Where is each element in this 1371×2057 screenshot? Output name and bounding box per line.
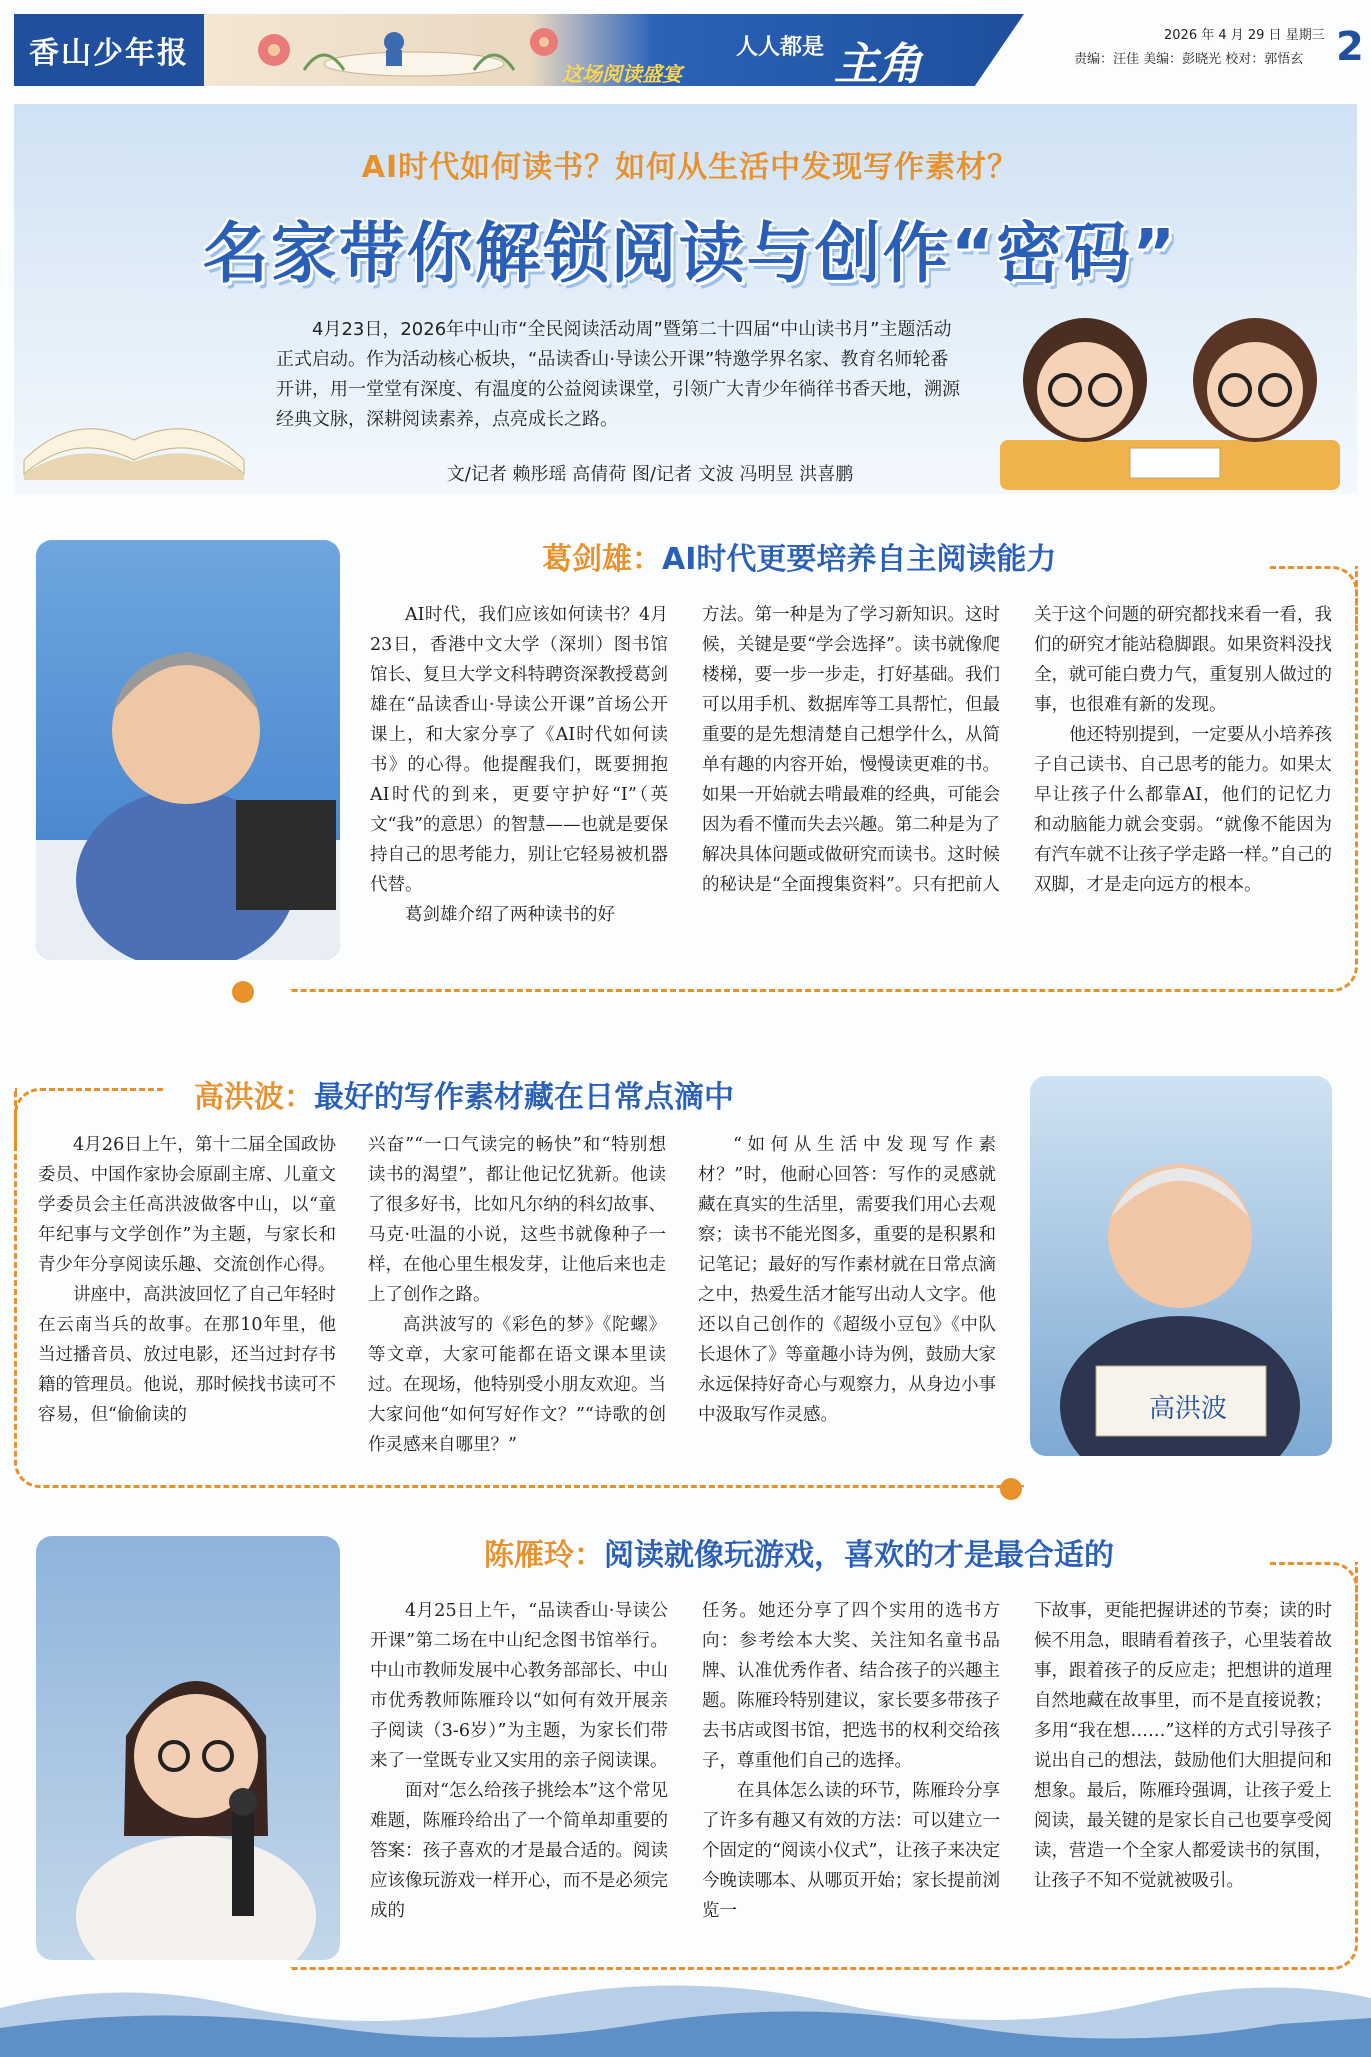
- editor-credits: 责编：汪佳 美编：彭晓光 校对：郭悟玄: [1074, 52, 1304, 67]
- paragraph: 高洪波写的《彩色的梦》《陀螺》等文章，大家可能都在语文课本里读过。在现场，他特别受小朋友欢迎。当大家问他“如何写好作文？”“诗歌的创作灵感来自哪里？”: [368, 1315, 666, 1455]
- section2-title: 最好的写作素材藏在日常点滴中: [314, 1080, 734, 1115]
- section1-col2: [702, 600, 1000, 900]
- paragraph: 下故事，更能把握讲述的节奏；读的时候不用急，眼睛看着孩子，心里装着故事，跟着孩子的反应走；把想讲的道理自然地藏在故事里，而不是直接说教；多用“我在想……”这样的方式引导孩子说出自己的想法，鼓励他们大胆提问和想象。最后，陈雁玲强调，让孩子爱上阅读，最关键的是家长自己也要享受阅读，营造一个全家人都爱读书的氛围，让孩子不知不觉就被吸引。: [1034, 1601, 1332, 1891]
- section3-speaker: 陈雁玲：: [484, 1538, 604, 1573]
- section1-col1: [370, 600, 668, 930]
- section3-col2: [702, 1596, 1000, 1926]
- masthead: [14, 14, 1364, 90]
- ge-jianxiong-photo: [36, 540, 340, 960]
- paragraph: 4月26日上午，第十二届全国政协委员、中国作家协会原副主席、儿童文学委员会主任高洪波做客中山，以“童年纪事与文学创作”为主题，与家长和青少年分享阅读乐趣、交流创作心得。: [38, 1135, 336, 1275]
- hero-intro: 4月23日，2026年中山市“全民阅读活动周”暨第二十四届“中山读书月”主题活动正式启动。作为活动核心板块，“品读香山·导读公开课”特邀学界名家、教育名师轮番开讲，用一堂堂有深度、有温度的公益阅读课堂，引领广大青少年徜徉书香天地，溯源经典文脉，深耕阅读素养，点亮成长之路。: [276, 319, 960, 430]
- section1-title: AI时代更要培养自主阅读能力: [662, 542, 1057, 577]
- logo-text: 香山少年报: [29, 36, 189, 71]
- paragraph: 方法。第一种是为了学习新知识。这时候，关键是要“学会选择”。读书就像爬楼梯，要一步一步走，打好基础。我们可以用手机、数据库等工具帮忙，但最重要的是先想清楚自己想学什么，从简单有趣的内容开始，慢慢读更难的书。如果一开始就去啃最难的经典，可能会因为看不懂而失去兴趣。第二种是为了解决具体问题或做研究而读书。这时候的秘诀是“全面搜集资料”。只有把前人: [702, 605, 1000, 895]
- chen-yanling-photo: [36, 1536, 340, 1960]
- paragraph: 在具体怎么读的环节，陈雁玲分享了许多有趣又有效的方法：可以建立一个固定的“阅读小仪式”，让孩子来决定今晚读哪本、从哪页开始；家长提前浏览一: [702, 1781, 1000, 1921]
- section2-col3: [698, 1130, 996, 1430]
- paragraph: “如何从生活中发现写作素材？”时，他耐心回答：写作的灵感就藏在真实的生活里，需要我们用心去观察；读书不能光图多，重要的是积累和记笔记；最好的写作素材就在日常点滴之中，热爱生活才能写出动人文字。他还以自己创作的《超级小豆包》《中队长退休了》等童趣小诗为例，鼓励大家永远保持好奇心与观察力，从身边小事中汲取写作灵感。: [698, 1135, 996, 1425]
- reading-kids-illustration-icon: [990, 290, 1350, 490]
- section2-speaker: 高洪波：: [194, 1080, 314, 1115]
- nameplate: 高洪波: [1148, 1394, 1227, 1424]
- section1-dot: [232, 981, 254, 1003]
- section3-col3: [1034, 1596, 1332, 1896]
- section3-heading: [484, 1530, 1114, 1574]
- section3-title: 阅读就像玩游戏，喜欢的才是最合适的: [604, 1538, 1114, 1573]
- hero-subtitle: AI时代如何读书？如何从生活中发现写作素材？: [361, 150, 1019, 185]
- slogan-part1: 这场阅读盛宴: [562, 62, 682, 86]
- paragraph: 他还特别提到，一定要从小培养孩子自己读书、自己思考的能力。如果太早让孩子什么都靠AI，他们的记忆力和动脑能力就会变弱。“就像不能因为有汽车就不让孩子学走路一样。”自己的双脚，才是走向远方的根本。: [1034, 725, 1332, 895]
- hero-byline: 文/记者 赖彤瑶 高倩荷 图/记者 文波 冯明昱 洪喜鹏: [446, 464, 854, 485]
- paragraph: 任务。她还分享了四个实用的选书方向：参考绘本大奖、关注知名童书品牌、认准优秀作者、结合孩子的兴趣主题。陈雁玲特别建议，家长要多带孩子去书店或图书馆，把选书的权利交给孩子，尊重他们自己的选择。: [702, 1601, 1000, 1771]
- open-book-icon: [14, 400, 254, 486]
- paragraph: 面对“怎么给孩子挑绘本”这个常见难题，陈雁玲给出了一个简单却重要的答案：孩子喜欢的才是最合适的。阅读应该像玩游戏一样开心，而不是必须完成的: [370, 1781, 668, 1921]
- slogan-part3: 主角: [834, 39, 922, 90]
- flower-decoration-icon: [244, 20, 584, 80]
- logo: [14, 14, 204, 86]
- paragraph: 兴奋”“一口气读完的畅快”和“特别想读书的渴望”，都让他记忆犹新。他读了很多好书，比如凡尔纳的科幻故事、马克·吐温的小说，这些书就像种子一样，在他心里生根发芽，让他后来也走上了创作之路。: [368, 1135, 666, 1305]
- section1-speaker: 葛剑雄：: [542, 542, 662, 577]
- portrait-woman-icon: [36, 1536, 340, 1960]
- page-number: 2: [1336, 24, 1364, 70]
- slogan-part2: 人人都是: [736, 35, 825, 60]
- paragraph: 关于这个问题的研究都找来看一看，我们的研究才能站稳脚跟。如果资料没找全，就可能白费力气，重复别人做过的事，也很难有新的发现。: [1034, 605, 1332, 715]
- section2-dot: [1000, 1478, 1022, 1500]
- issue-date: 2026 年 4 月 29 日 星期三: [1164, 28, 1325, 43]
- section2-col2: [368, 1130, 666, 1460]
- portrait-man-icon: [36, 540, 340, 960]
- section3-col1: [370, 1596, 668, 1926]
- paragraph: 讲座中，高洪波回忆了自己年轻时在云南当兵的故事。在那10年里，他当过播音员、放过电影，还当过封存书籍的管理员。他说，那时候找书读可不容易，但“偷偷读的: [38, 1285, 336, 1425]
- gao-hongbo-photo: [1030, 1076, 1332, 1456]
- section2-col1: [38, 1130, 336, 1430]
- section1-col3: [1034, 600, 1332, 900]
- paragraph: AI时代，我们应该如何读书？4月23日，香港中文大学（深圳）图书馆馆长、复旦大学文科特聘资深教授葛剑雄在“品读香山·导读公开课”首场公开课上，和大家分享了《AI时代如何读书》的心得。他提醒我们，既要拥抱AI时代的到来，更要守护好“I”（英文“我”的意思）的智慧——也就是要保持自己的思考能力，别让它轻易被机器代替。: [370, 605, 668, 895]
- paragraph: 葛剑雄介绍了两种读书的好: [405, 905, 615, 925]
- section2-heading: [194, 1072, 734, 1116]
- section1-heading: [542, 534, 1056, 578]
- hero-title: 名家带你解锁阅读与创作“密码”: [202, 215, 1178, 292]
- paragraph: 4月25日上午，“品读香山·导读公开课”第二场在中山纪念图书馆举行。中山市教师发展中心教务部部长、中山市优秀教师陈雁玲以“如何有效开展亲子阅读（3-6岁）”为主题，为家长们带来了一堂既专业又实用的亲子阅读课。: [370, 1601, 668, 1771]
- footer-wave-decoration-icon: [0, 1968, 1371, 2057]
